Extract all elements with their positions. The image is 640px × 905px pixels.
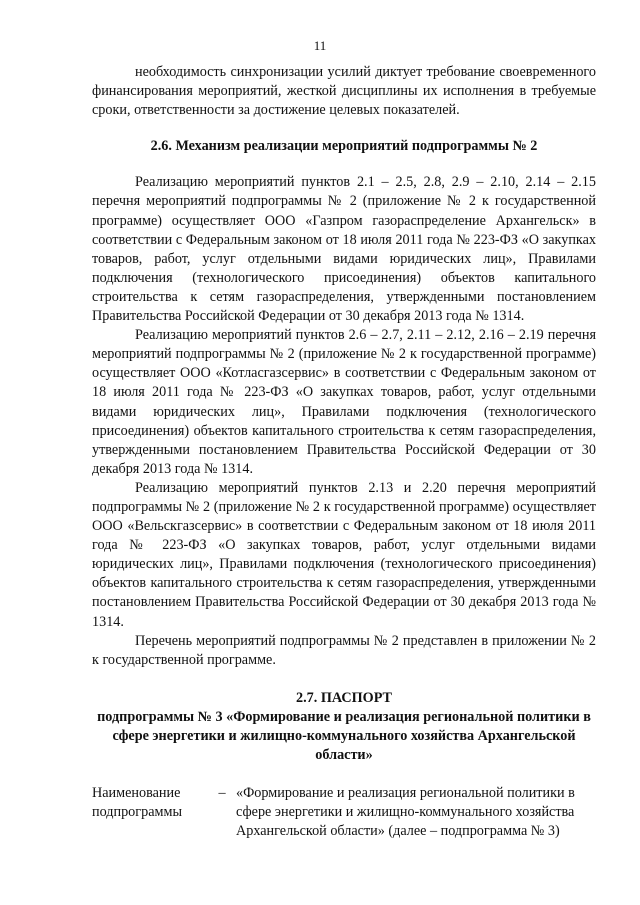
section-2-6-heading: 2.6. Механизм реализации мероприятий подпрограммы № 2 — [150, 138, 538, 155]
passport-row-label: Наименование подпрограммы — [92, 785, 182, 821]
section-2-7-heading: 2.7. ПАСПОРТ — [295, 689, 393, 706]
section-2-6-paragraph-3: Реализацию мероприятий пунктов 2.13 и 2.20 перечня мероприятий подпрограммы № 2 (приложение № 2 к государственной программе) осуществляет ООО «Вельскгазсервис» в соответствии с Федеральным законом от 18 июля 2011 года № 223-ФЗ «О закупках товаров, работ, услуг отдельными видами юридических лиц», Правилами подключения (технологического присоединения) объектов капитального строительства к сетям газораспределения, утвержденными постановлением Правительства Российской Федерации от 30 декабря 2013 года № 1314. — [92, 479, 596, 630]
passport-row-value: «Формирование и реализация региональной политики в сфере энергетики и жилищно-коммунального хозяйства Архангельской области» (далее – подпрограмма № 3) — [236, 785, 575, 840]
passport-row-dash: – — [218, 785, 226, 802]
page-number: 11 — [313, 38, 327, 53]
section-2-6-paragraph-1: Реализацию мероприятий пунктов 2.1 – 2.5, 2.8, 2.9 – 2.10, 2.14 – 2.15 перечня мероприятий подпрограммы № 2 (приложение № 2 к государственной программе) осуществляет ООО «Газпром газораспределение Архангельск» в соответствии с Федеральным законом от 18 июля 2011 года № 223-ФЗ «О закупках товаров, работ, услуг отдельными видами юридических лиц», Правилами подключения (технологического присоединения) объектов капитального строительства к сетям газораспределения, утвержденными постановлением Правительства Российской Федерации от 30 декабря 2013 года № 1314. — [92, 174, 596, 325]
intro-paragraph: необходимость синхронизации усилий диктует требование своевременного финансирования мероприятий, жесткой дисциплины их исполнения в требуемые сроки, ответственности за достижение целевых показателей. — [92, 64, 596, 119]
section-2-6-paragraph-2: Реализацию мероприятий пунктов 2.6 – 2.7, 2.11 – 2.12, 2.16 – 2.19 перечня мероприятий подпрограммы № 2 (приложение № 2 к государственной программе) осуществляет ООО «Котласгазсервис» в соответствии с Федеральным законом от 18 июля 2011 года № 223-ФЗ «О закупках товаров, работ, услуг отдельными видами юридических лиц», Правилами подключения (технологического присоединения) объектов капитального строительства к сетям газораспределения, утвержденными постановлением Правительства Российской Федерации от 30 декабря 2013 года № 1314. — [92, 327, 596, 477]
section-2-6-paragraph-4: Перечень мероприятий подпрограммы № 2 представлен в приложении № 2 к государственной программе. — [92, 632, 596, 668]
passport-row-name — [92, 784, 596, 841]
page-content — [92, 63, 596, 841]
section-2-7-subheading: подпрограммы № 3 «Формирование и реализация региональной политики в сфере энергетики и жилищно-коммунального хозяйства Архангельской области» — [97, 708, 591, 764]
